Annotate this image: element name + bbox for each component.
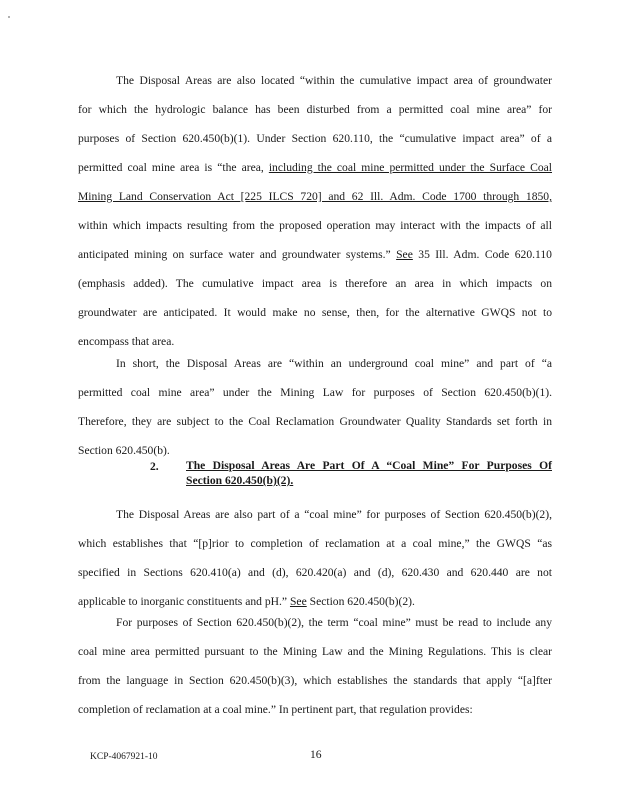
paragraph-4	[78, 608, 552, 724]
text-line: from the language in Section 620.450(b)(3), which establishes the standards that apply “[a]fter	[78, 674, 552, 687]
section-title-line: The Disposal Areas Are Part Of A “Coal Mine” For Purposes Of	[186, 459, 552, 472]
text-line-underlined: Mining Land Conservation Act [225 ILCS 720] and 62 Ill. Adm. Code 1700 through 1850,	[78, 190, 552, 203]
footer-document-id: KCP-4067921-10	[90, 752, 158, 762]
text-line: The Disposal Areas are also located “within the cumulative impact area of groundwater	[116, 74, 552, 87]
citation-signal: See	[289, 595, 307, 608]
section-number: 2.	[150, 460, 159, 473]
text-line: Therefore, they are subject to the Coal Reclamation Groundwater Quality Standards set forth in	[78, 415, 552, 428]
emphasis-underline: including the coal mine permitted under the Surface Coal	[268, 161, 552, 174]
text-line: (emphasis added). The cumulative impact area is therefore an area in which impacts on	[78, 277, 552, 290]
text-line: applicable to inorganic constituents and pH.” See Section 620.450(b)(2).	[78, 595, 415, 608]
text-line: for which the hydrologic balance has been disturbed from a permitted coal mine area” for	[78, 103, 552, 116]
text-line: permitted coal mine area” under the Mining Law for purposes of Section 620.450(b)(1).	[78, 386, 552, 399]
text-line: completion of reclamation at a coal mine.” In pertinent part, that regulation provides:	[78, 703, 473, 716]
paragraph-1	[78, 66, 552, 356]
text-line: The Disposal Areas are also part of a “coal mine” for purposes of Section 620.450(b)(2),	[116, 508, 552, 521]
text-line: encompass that area.	[78, 335, 175, 348]
citation-signal: See	[396, 248, 413, 261]
text-line: In short, the Disposal Areas are “within an underground coal mine” and part of “a	[116, 357, 552, 370]
text-line: anticipated mining on surface water and groundwater systems.” See 35 Ill. Adm. Code 620.110	[78, 248, 552, 261]
section-title	[186, 458, 552, 488]
text-line: which establishes that “[p]rior to completion of reclamation at a coal mine,” the GWQS “as	[78, 537, 552, 550]
paragraph-2	[78, 349, 552, 465]
text-line: specified in Sections 620.410(a) and (d), 620.420(a) and (d), 620.430 and 620.440 are not	[78, 566, 552, 579]
text-line: within which impacts resulting from the proposed operation may interact with the impacts of all	[78, 219, 552, 232]
section-title-line: Section 620.450(b)(2).	[186, 474, 294, 487]
text-line: coal mine area permitted pursuant to the Mining Law and the Mining Regulations. This is clear	[78, 645, 552, 658]
text-line: groundwater are anticipated. It would make no sense, then, for the alternative GWQS not to	[78, 306, 552, 319]
paragraph-3	[78, 500, 552, 616]
text-line: Section 620.450(b).	[78, 444, 170, 457]
text-line: For purposes of Section 620.450(b)(2), the term “coal mine” must be read to include any	[116, 616, 552, 629]
scan-speck	[8, 16, 10, 18]
text-line: permitted coal mine area is “the area, including the coal mine permitted under the Surface Coal	[78, 161, 552, 174]
text-line: purposes of Section 620.450(b)(1). Under Section 620.110, the “cumulative impact area” of a	[78, 132, 552, 145]
page-number: 16	[310, 748, 322, 761]
